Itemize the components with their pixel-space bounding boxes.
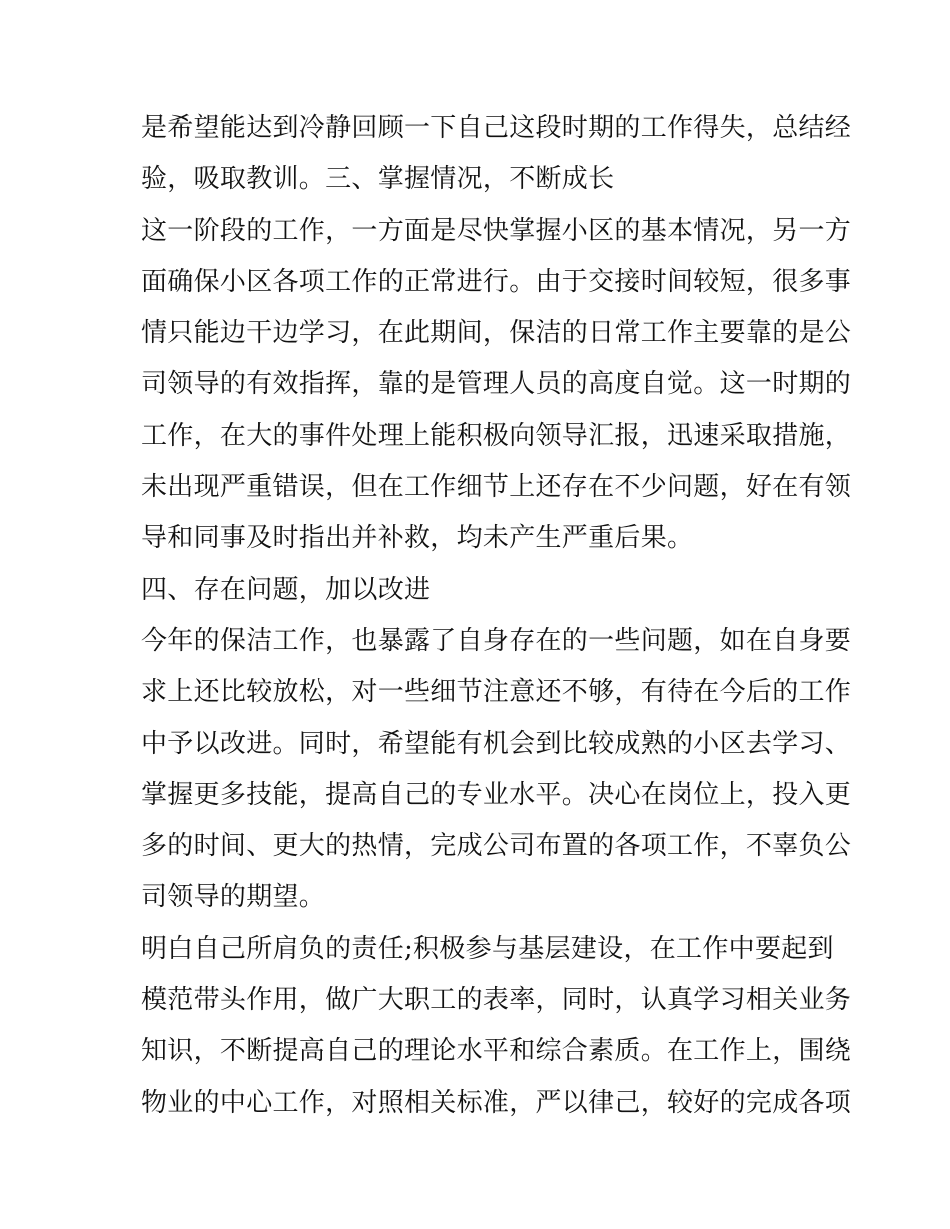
- body-line: 司领导的有效指挥，靠的是管理人员的高度自觉。这一时期的: [141, 369, 852, 400]
- body-line: 明白自己所肩负的责任;积极参与基层建设，在工作中要起到: [141, 933, 834, 964]
- body-line: 工作，在大的事件处理上能积极向领导汇报，迅速采取措施，: [141, 420, 852, 451]
- body-line: 物业的中心工作，对照相关标准，严以律己，较好的完成各项: [141, 1087, 852, 1118]
- body-line: 情只能边干边学习，在此期间，保洁的日常工作主要靠的是公: [141, 318, 852, 349]
- body-line: 面确保小区各项工作的正常进行。由于交接时间较短，很多事: [141, 266, 852, 297]
- body-line: 多的时间、更大的热情，完成公司布置的各项工作，不辜负公: [141, 831, 852, 862]
- body-line: 导和同事及时指出并补救，均未产生严重后果。: [141, 523, 694, 554]
- body-line: 求上还比较放松，对一些细节注意还不够，有待在今后的工作: [141, 677, 852, 708]
- body-line: 今年的保洁工作，也暴露了自身存在的一些问题，如在自身要: [141, 625, 852, 656]
- body-line: 这一阶段的工作，一方面是尽快掌握小区的基本情况，另一方: [141, 215, 852, 246]
- body-line: 是希望能达到冷静回顾一下自己这段时期的工作得失，总结经: [141, 113, 852, 143]
- body-line: 模范带头作用，做广大职工的表率，同时，认真学习相关业务: [141, 985, 852, 1016]
- section-heading: 四、存在问题，加以改进: [141, 574, 431, 605]
- body-line: 知识，不断提高自己的理论水平和综合素质。在工作上，围绕: [141, 1036, 852, 1067]
- body-line: 司领导的期望。: [141, 882, 326, 913]
- body-line: 中予以改进。同时，希望能有机会到比较成熟的小区去学习、: [141, 728, 852, 759]
- document-body: [141, 103, 852, 1129]
- body-line: 验，吸取教训。三、掌握情况，不断成长: [141, 164, 615, 195]
- body-line: 未出现严重错误，但在工作细节上还存在不少问题，好在有领: [141, 472, 852, 503]
- body-line: 掌握更多技能，提高自己的专业水平。决心在岗位上，投入更: [141, 779, 852, 810]
